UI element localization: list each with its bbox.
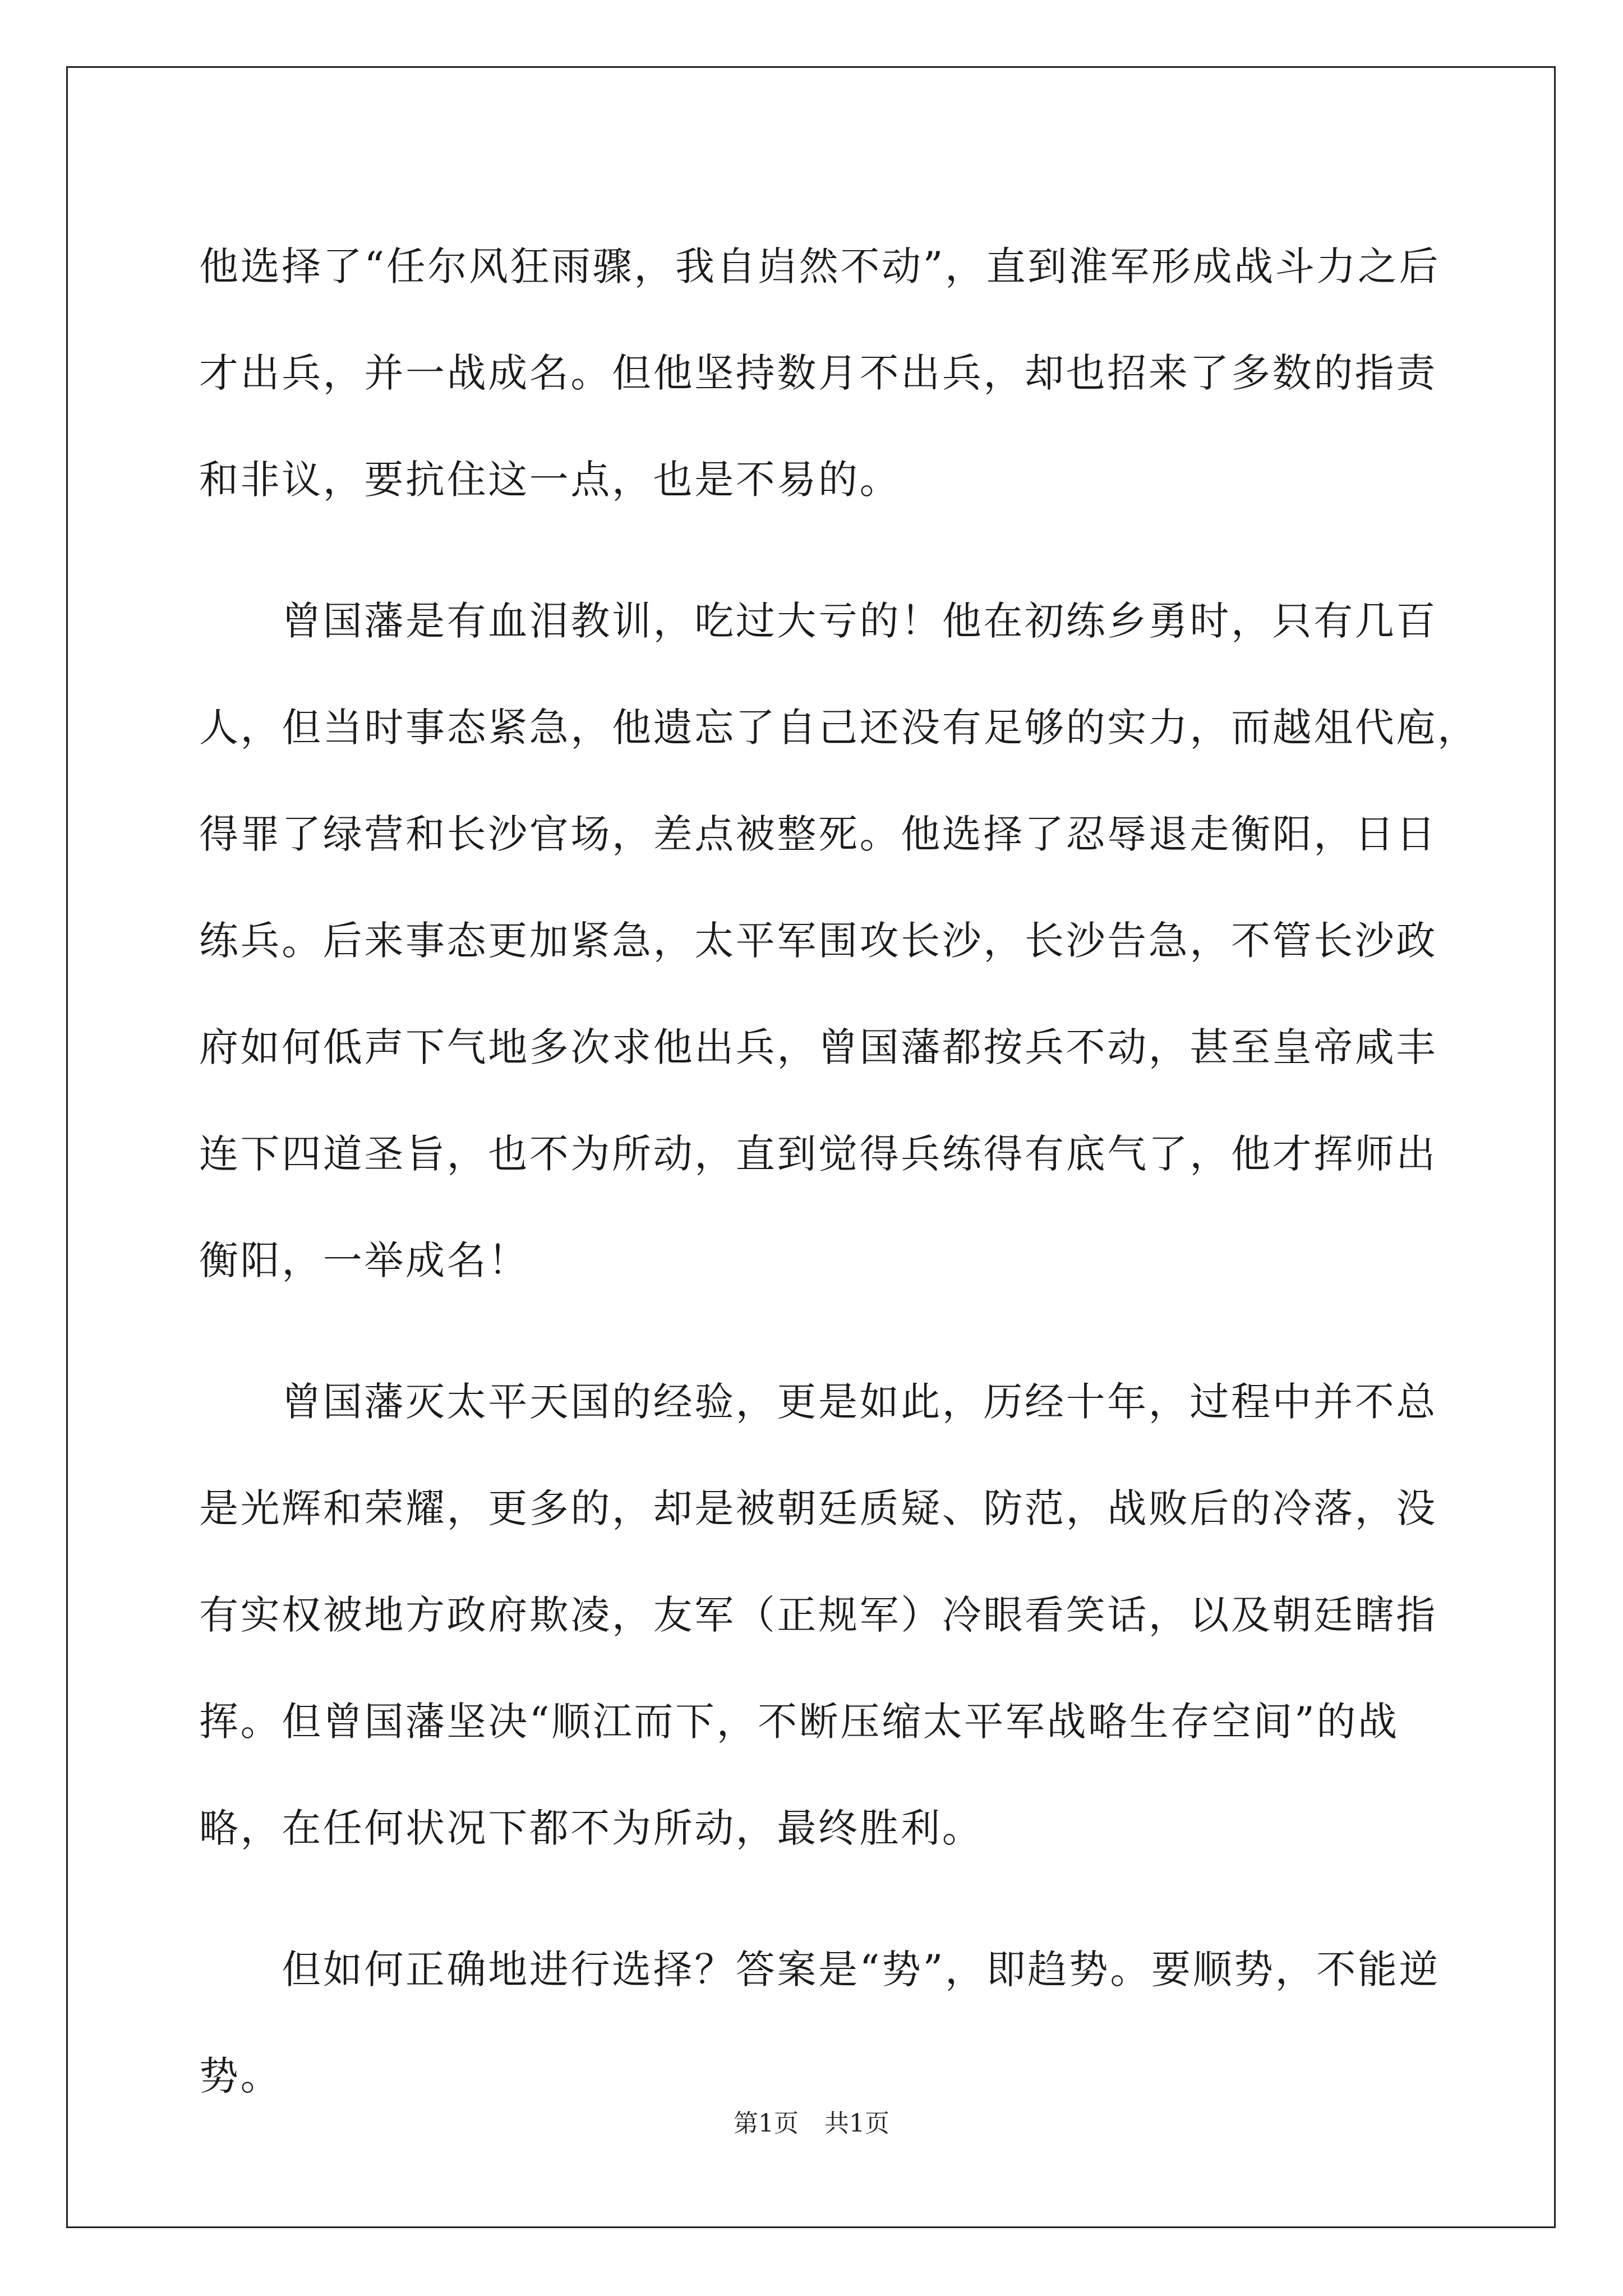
text-line: 曾国藩是有血泪教训，吃过大亏的！他在初练乡勇时，只有几百	[199, 598, 1437, 644]
text-line: 和非议，要抗住这一点，也是不易的。	[199, 457, 901, 503]
text-line: 曾国藩灭太平天国的经验，更是如此，历经十年，过程中并不总	[199, 1379, 1437, 1425]
text-line: 有实权被地方政府欺凌，友军（正规军）冷眼看笑话，以及朝廷瞎指	[199, 1592, 1437, 1638]
text-line: 府如何低声下气地多次求他出兵，曾国藩都按兵不动，甚至皇帝咸丰	[199, 1024, 1437, 1070]
paragraph-3	[199, 1349, 1437, 1881]
paragraph-spacer	[199, 533, 1433, 568]
page-number-label: 第1页	[734, 2109, 799, 2138]
paragraph-1	[199, 213, 1441, 533]
document-body	[199, 213, 1479, 2129]
text-line: 人，但当时事态紧急，他遗忘了自己还没有足够的实力，而越俎代庖，	[199, 705, 1479, 751]
text-line: 他选择了“任尔风狂雨骤，我自岿然不动”，直到淮军形成战斗力之后	[199, 243, 1441, 289]
text-line: 但如何正确地进行选择？答案是“势”，即趋势。要顺势，不能逆	[199, 1947, 1441, 1993]
text-line: 连下四道圣旨，也不为所动，直到觉得兵练得有底气了，他才挥师出	[199, 1131, 1437, 1177]
text-line: 得罪了绿营和长沙官场，差点被整死。他选择了忍辱退走衡阳，日日	[199, 811, 1437, 857]
paragraph-2	[199, 568, 1479, 1314]
text-line: 才出兵，并一战成名。但他坚持数月不出兵，却也招来了多数的指责	[199, 350, 1437, 396]
text-line: 略，在任何状况下都不为所动，最终胜利。	[199, 1805, 984, 1851]
paragraph-spacer	[199, 1314, 1433, 1349]
text-line: 练兵。后来事态更加紧急，太平军围攻长沙，长沙告急，不管长沙政	[199, 918, 1437, 964]
text-line: 是光辉和荣耀，更多的，却是被朝廷质疑、防范，战败后的冷落，没	[199, 1485, 1437, 1531]
text-line: 势。	[199, 2053, 282, 2099]
page-footer	[0, 2107, 1623, 2141]
total-pages-label: 共1页	[824, 2109, 889, 2138]
text-line: 衡阳，一举成名！	[199, 1237, 529, 1283]
paragraph-4	[199, 1916, 1441, 2129]
paragraph-spacer	[199, 1881, 1433, 1916]
text-line: 挥。但曾国藩坚决“顺江而下，不断压缩太平军战略生存空间”的战	[199, 1699, 1399, 1745]
